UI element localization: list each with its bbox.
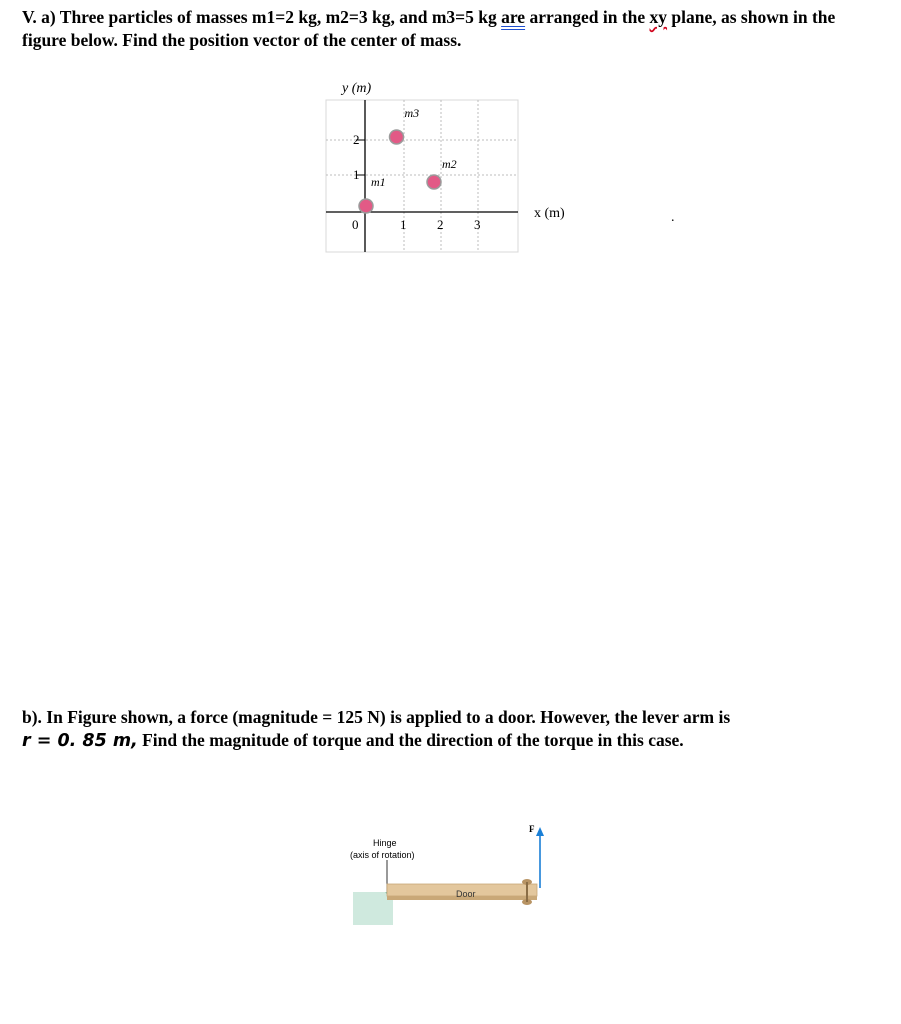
question-a-prefix: V. a) Three particles of masses m1=2 kg, m2=3 kg, and m3=5 kg xyxy=(22,7,502,27)
question-a xyxy=(22,6,882,52)
question-a-mid: arranged in the xyxy=(525,7,650,27)
particle-label-m2: m2 xyxy=(442,157,457,171)
question-b-line-2: Find the magnitude of torque and the direction of the torque in this case. xyxy=(137,730,684,750)
question-b-line-1: b). In Figure shown, a force (magnitude = 125 N) is applied to a door. However, the lever arm is xyxy=(22,707,731,727)
figure-a-x-tick-label-2: 2 xyxy=(437,217,444,232)
figure-a-coordinate-plot xyxy=(320,78,570,258)
figure-a-x-tick-label-3: 3 xyxy=(474,217,481,232)
particle-m1 xyxy=(359,199,373,213)
figure-a-x-axis-label: x (m) xyxy=(534,206,565,221)
question-b xyxy=(22,706,882,753)
question-b-lever-arm: r = 0. 85 m, xyxy=(22,731,138,751)
particle-m2 xyxy=(427,175,441,189)
figure-a-y-tick-label-1: 1 xyxy=(353,167,360,182)
door-label: Door xyxy=(456,889,476,899)
particle-label-m3: m3 xyxy=(404,106,420,120)
particle-label-m1: m1 xyxy=(371,175,386,189)
hinge-label: Hinge xyxy=(373,838,397,848)
figure-a-particles xyxy=(359,106,457,213)
hinge-sublabel: (axis of rotation) xyxy=(350,850,415,860)
particle-m3 xyxy=(390,130,404,144)
force-label: F xyxy=(529,824,535,834)
question-a-word-are: are xyxy=(501,7,526,27)
figure-a-x-tick-label-0: 0 xyxy=(352,217,359,232)
force-arrowhead-icon xyxy=(536,827,544,836)
figure-a-y-axis-label: y (m) xyxy=(342,81,372,96)
question-a-suffix: plane, as shown in the figure below. Find the position vector of the center of mass. xyxy=(22,7,836,50)
figure-a-x-tick-label-1: 1 xyxy=(400,217,407,232)
question-a-word-xy: xy xyxy=(649,7,668,27)
figure-a-y-tick-label-2: 2 xyxy=(353,132,360,147)
stray-mark: . xyxy=(671,210,675,225)
figure-b-door-diagram xyxy=(345,822,565,932)
